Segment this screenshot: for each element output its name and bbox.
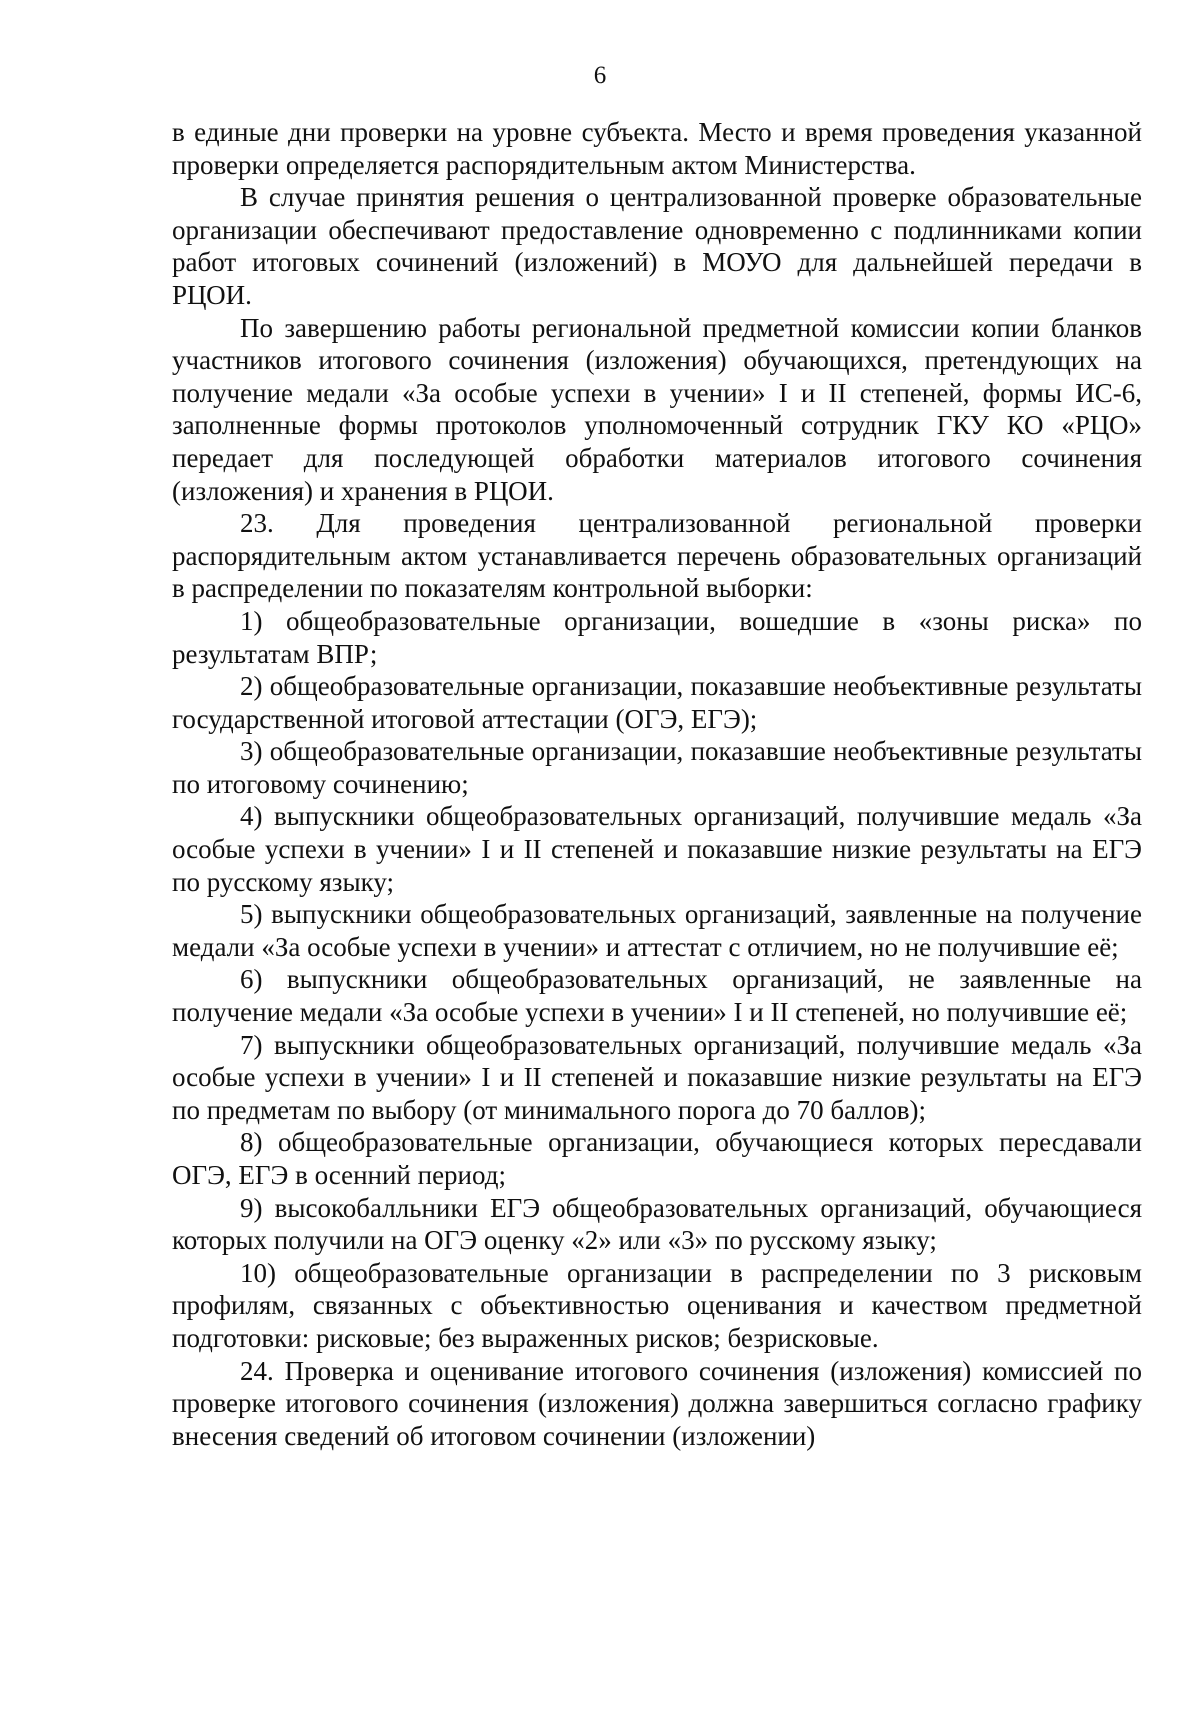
- list-item: 5) выпускники общеобразовательных организаций, заявленные на получение медали «За особые успехи в учении» и аттестат с отличием, но не получившие её;: [172, 899, 1142, 962]
- list-item: 6) выпускники общеобразовательных организаций, не заявленные на получение медали «За особые успехи в учении» I и II степеней, но получившие её;: [172, 964, 1142, 1028]
- page-number: 6: [593, 62, 607, 89]
- list-item: 9) высокобалльники ЕГЭ общеобразовательных организаций, обучающиеся которых получили на ОГЭ оценку «2» или «3» по русскому языку;: [172, 1192, 1142, 1256]
- list-item: 2) общеобразовательные организации, показавшие необъективные результаты государственной итоговой аттестации (ОГЭ, ЕГЭ);: [172, 671, 1142, 734]
- list-item: 3) общеобразовательные организации, показавшие необъективные результаты по итоговому сочинению;: [172, 736, 1142, 799]
- clause-23: 23. Для проведения централизованной региональной проверки распорядительным актом устанавливается перечень образовательных организаций в распределении по показателям контрольной выборки:: [172, 508, 1142, 604]
- list-item: 1) общеобразовательные организации, вошедшие в «зоны риска» по результатам ВПР;: [172, 605, 1142, 669]
- list-item: 4) выпускники общеобразовательных организаций, получившие медаль «За особые успехи в учении» I и II степеней и показавшие низкие результаты на ЕГЭ по русскому языку;: [172, 801, 1142, 897]
- list-item: 7) выпускники общеобразовательных организаций, получившие медаль «За особые успехи в учении» I и II степеней и показавшие низкие результаты на ЕГЭ по предметам по выбору (от минимального порога до 70 баллов);: [172, 1029, 1142, 1125]
- list-item: 10) общеобразовательные организации в распределении по 3 рисковым профилям, связанных с объективностью оценивания и качеством предметной подготовки: рисковые; без выраженных рисков; безрисковые.: [172, 1257, 1142, 1353]
- document-body: [172, 116, 1142, 1452]
- paragraph: в единые дни проверки на уровне субъекта. Место и время проведения указанной проверки определяется распорядительным актом Министерства.: [172, 117, 1142, 180]
- paragraph: По завершению работы региональной предметной комиссии копии бланков участников итогового сочинения (изложения) обучающихся, претендующих на получение медали «За особые успехи в учении» I и II степеней, формы ИС-6, заполненные формы протоколов уполномоченный сотрудник ГКУ КО «РЦО» передает для последующей обработки материалов итогового сочинения (изложения) и хранения в РЦОИ.: [172, 312, 1142, 506]
- clause-24: 24. Проверка и оценивание итогового сочинения (изложения) комиссией по проверке итогового сочинения (изложения) должна завершиться согласно графику внесения сведений об итоговом сочинении (изложении): [172, 1355, 1142, 1451]
- paragraph: В случае принятия решения о централизованной проверке образовательные организации обеспечивают предоставление одновременно с подлинниками копии работ итоговых сочинений (изложений) в МОУО для дальнейшей передачи в РЦОИ.: [172, 182, 1142, 310]
- list-item: 8) общеобразовательные организации, обучающиеся которых пересдавали ОГЭ, ЕГЭ в осенний период;: [172, 1127, 1142, 1190]
